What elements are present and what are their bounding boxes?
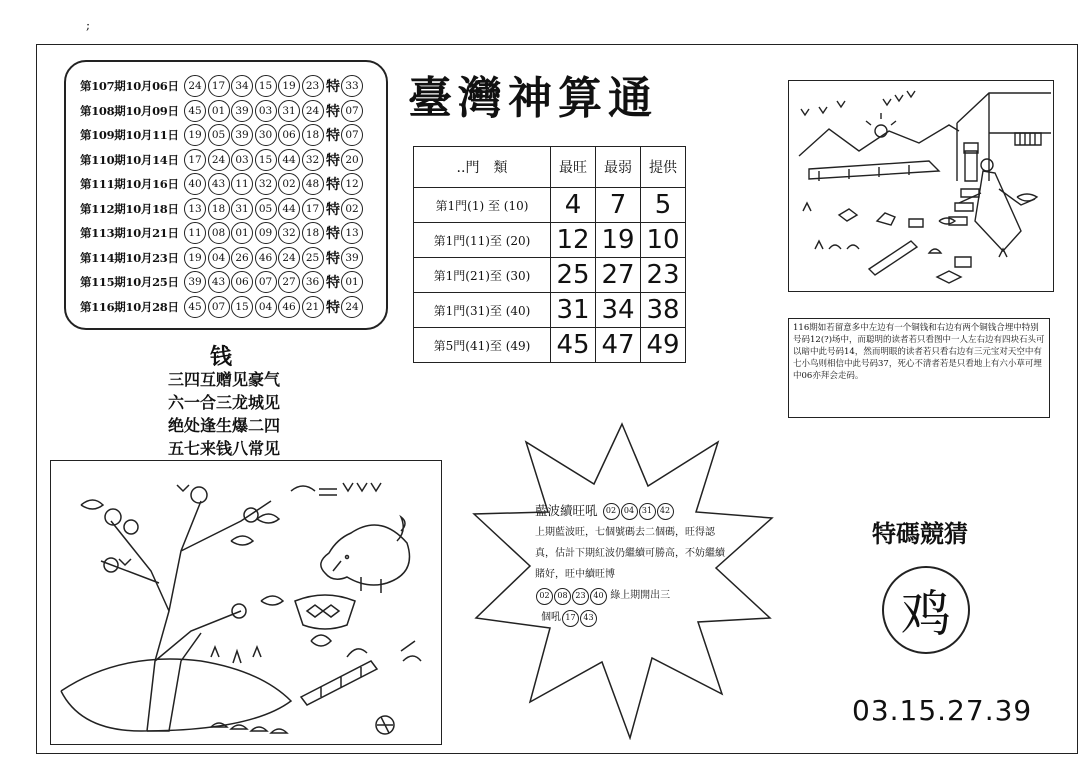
table-header-cell: ..門 類 bbox=[414, 147, 551, 188]
draw-label: 第108期10月09日 bbox=[80, 103, 179, 118]
table-cell: 49 bbox=[641, 328, 686, 363]
number-ball: 24 bbox=[302, 100, 324, 122]
draw-row bbox=[80, 148, 365, 172]
draw-label: 第110期10月14日 bbox=[80, 152, 179, 167]
star-foot-text: 個吼 bbox=[541, 612, 561, 623]
table-header-cell: 最弱 bbox=[596, 147, 641, 188]
poem-title: 钱 bbox=[210, 344, 233, 370]
number-ball: 19 bbox=[278, 75, 300, 97]
number-ball: 02 bbox=[536, 588, 553, 605]
number-ball: 15 bbox=[255, 149, 277, 171]
table-cell: 47 bbox=[596, 328, 641, 363]
number-ball: 02 bbox=[278, 173, 300, 195]
draw-row bbox=[80, 172, 365, 196]
number-ball: 45 bbox=[184, 296, 206, 318]
number-ball: 32 bbox=[255, 173, 277, 195]
number-ball: 01 bbox=[208, 100, 230, 122]
star-content bbox=[535, 500, 725, 629]
number-ball: 34 bbox=[231, 75, 253, 97]
special-marker: 特 bbox=[326, 226, 340, 242]
draw-row bbox=[80, 123, 365, 147]
number-ball: 36 bbox=[302, 271, 324, 293]
number-ball: 39 bbox=[231, 100, 253, 122]
number-ball: 32 bbox=[302, 149, 324, 171]
number-ball: 05 bbox=[255, 198, 277, 220]
table-cell: 31 bbox=[551, 293, 596, 328]
draw-row bbox=[80, 246, 365, 270]
poem-line: 六一合三龙城见 bbox=[168, 393, 281, 412]
number-ball: 09 bbox=[255, 222, 277, 244]
table-header-cell: 提供 bbox=[641, 147, 686, 188]
number-ball: 24 bbox=[278, 247, 300, 269]
special-ball: 39 bbox=[341, 247, 363, 269]
table-cell: 第1門(21)至 (30) bbox=[414, 258, 551, 293]
draw-row bbox=[80, 197, 365, 221]
special-ball: 33 bbox=[341, 75, 363, 97]
guess-answer-circle bbox=[882, 566, 970, 654]
number-ball: 08 bbox=[208, 222, 230, 244]
number-ball: 07 bbox=[208, 296, 230, 318]
number-ball: 26 bbox=[231, 247, 253, 269]
number-ball: 01 bbox=[231, 222, 253, 244]
number-ball: 31 bbox=[639, 503, 656, 520]
number-ball: 48 bbox=[302, 173, 324, 195]
special-marker: 特 bbox=[326, 201, 340, 218]
number-ball: 43 bbox=[208, 271, 230, 293]
village-scene-illustration bbox=[788, 80, 1054, 292]
draw-row bbox=[80, 270, 365, 294]
special-marker: 特 bbox=[326, 250, 340, 267]
table-cell: 45 bbox=[551, 328, 596, 363]
special-ball: 20 bbox=[341, 149, 363, 171]
table-cell: 10 bbox=[641, 223, 686, 258]
number-ball: 19 bbox=[184, 124, 206, 146]
number-ball: 46 bbox=[255, 247, 277, 269]
number-range-table bbox=[413, 146, 686, 363]
number-codes: 03.15.27.39 bbox=[852, 694, 1033, 727]
number-ball: 42 bbox=[657, 503, 674, 520]
number-ball: 30 bbox=[255, 124, 277, 146]
table-row bbox=[414, 188, 686, 223]
guess-answer: 鸡 bbox=[901, 585, 951, 643]
number-ball: 24 bbox=[208, 149, 230, 171]
table-header-cell: 最旺 bbox=[551, 147, 596, 188]
number-ball: 19 bbox=[184, 247, 206, 269]
number-ball: 02 bbox=[603, 503, 620, 520]
number-ball: 32 bbox=[278, 222, 300, 244]
number-ball: 15 bbox=[255, 75, 277, 97]
special-marker: 特 bbox=[326, 177, 340, 193]
number-ball: 23 bbox=[572, 588, 589, 605]
number-ball: 03 bbox=[255, 100, 277, 122]
number-ball: 18 bbox=[302, 222, 324, 244]
draw-label: 第115期10月25日 bbox=[80, 275, 179, 289]
table-row bbox=[414, 223, 686, 258]
number-ball: 03 bbox=[231, 149, 253, 171]
special-marker: 特 bbox=[326, 79, 340, 95]
special-ball: 07 bbox=[341, 124, 363, 146]
draw-label: 第113期10月21日 bbox=[80, 226, 179, 240]
number-ball: 17 bbox=[208, 75, 230, 97]
number-ball: 39 bbox=[184, 271, 206, 293]
star-foot-2 bbox=[535, 607, 725, 629]
corner-mark: ; bbox=[86, 18, 91, 32]
draw-label: 第111期10月16日 bbox=[80, 177, 179, 191]
number-ball: 43 bbox=[208, 173, 230, 195]
special-ball: 12 bbox=[341, 173, 363, 195]
number-ball: 06 bbox=[278, 124, 300, 146]
table-row bbox=[414, 258, 686, 293]
poem-line: 绝处逢生爆二四 bbox=[168, 416, 281, 435]
number-ball: 43 bbox=[580, 610, 597, 627]
special-marker: 特 bbox=[326, 275, 340, 291]
poem-line: 五七来钱八常见 bbox=[168, 439, 281, 458]
number-ball: 11 bbox=[231, 173, 253, 195]
number-ball: 04 bbox=[208, 247, 230, 269]
poem-line: 三四互赠见豪气 bbox=[168, 370, 281, 389]
table-cell: 第1門(1) 至 (10) bbox=[414, 188, 551, 223]
number-ball: 06 bbox=[231, 271, 253, 293]
number-ball: 15 bbox=[231, 296, 253, 318]
special-ball: 02 bbox=[341, 198, 363, 220]
special-marker: 特 bbox=[326, 299, 340, 316]
number-ball: 44 bbox=[278, 198, 300, 220]
number-ball: 24 bbox=[184, 75, 206, 97]
special-guess-label: 特碼競猜 bbox=[872, 519, 968, 548]
star-foot bbox=[535, 585, 725, 607]
draw-results-box bbox=[64, 60, 388, 330]
table-row bbox=[414, 328, 686, 363]
draw-label: 第107期10月06日 bbox=[80, 79, 179, 93]
number-ball: 40 bbox=[184, 173, 206, 195]
draw-row bbox=[80, 99, 365, 123]
table-cell: 第5門(41)至 (49) bbox=[414, 328, 551, 363]
table-cell: 4 bbox=[551, 188, 596, 223]
number-ball: 17 bbox=[184, 149, 206, 171]
table-cell: 第1門(11)至 (20) bbox=[414, 223, 551, 258]
number-ball: 27 bbox=[278, 271, 300, 293]
number-ball: 04 bbox=[255, 296, 277, 318]
number-ball: 18 bbox=[302, 124, 324, 146]
number-ball: 44 bbox=[278, 149, 300, 171]
table-cell: 7 bbox=[596, 188, 641, 223]
table-cell: 23 bbox=[641, 258, 686, 293]
number-ball: 17 bbox=[302, 198, 324, 220]
star-body: 上期藍波旺，七個號碼去二個碼，旺得認真，估計下期紅波仍繼續可勝高，不妨繼續賭好，旺中續旺博 bbox=[535, 527, 725, 580]
number-ball: 17 bbox=[562, 610, 579, 627]
number-ball: 13 bbox=[184, 198, 206, 220]
draw-label: 第109期10月11日 bbox=[80, 128, 179, 142]
number-ball: 31 bbox=[231, 198, 253, 220]
tree-pig-illustration bbox=[50, 460, 442, 745]
number-ball: 45 bbox=[184, 100, 206, 122]
table-cell: 27 bbox=[596, 258, 641, 293]
number-ball: 18 bbox=[208, 198, 230, 220]
table-cell: 19 bbox=[596, 223, 641, 258]
number-ball: 05 bbox=[208, 124, 230, 146]
draw-row bbox=[80, 221, 365, 245]
table-cell: 38 bbox=[641, 293, 686, 328]
table-cell: 25 bbox=[551, 258, 596, 293]
poem bbox=[168, 368, 280, 460]
special-ball: 24 bbox=[341, 296, 363, 318]
number-ball: 04 bbox=[621, 503, 638, 520]
draw-label: 第116期10月28日 bbox=[80, 299, 179, 314]
star-heading bbox=[535, 500, 725, 522]
number-ball: 40 bbox=[590, 588, 607, 605]
number-ball: 23 bbox=[302, 75, 324, 97]
number-ball: 39 bbox=[231, 124, 253, 146]
table-cell: 34 bbox=[596, 293, 641, 328]
special-marker: 特 bbox=[326, 152, 340, 169]
draw-row bbox=[80, 295, 365, 319]
draw-label: 第114期10月23日 bbox=[80, 250, 179, 265]
number-ball: 08 bbox=[554, 588, 571, 605]
number-ball: 31 bbox=[278, 100, 300, 122]
special-ball: 13 bbox=[341, 222, 363, 244]
table-cell: 第1門(31)至 (40) bbox=[414, 293, 551, 328]
table-row bbox=[414, 293, 686, 328]
special-marker: 特 bbox=[326, 128, 340, 144]
star-heading-text: 藍波續旺吼 bbox=[535, 503, 598, 518]
hint-paragraph: 116期如若留意多中左边有一个铜钱和右边有两个铜钱合埋中特别号码12(?)场中，而聪明的读者若只看图中一人左右边有四块石头可以暗中此号码14，然而明眼的读者若只看右边有三元宝对天空中有七小鸟则相信中此号码37，死心不清者若是只看地上有六小草可埋中06亦拜会走码。 bbox=[788, 318, 1050, 418]
number-ball: 21 bbox=[302, 296, 324, 318]
table-cell: 5 bbox=[641, 188, 686, 223]
number-ball: 11 bbox=[184, 222, 206, 244]
special-ball: 07 bbox=[341, 100, 363, 122]
special-ball: 01 bbox=[341, 271, 363, 293]
number-ball: 46 bbox=[278, 296, 300, 318]
table-cell: 12 bbox=[551, 223, 596, 258]
number-ball: 25 bbox=[302, 247, 324, 269]
draw-row bbox=[80, 74, 365, 98]
star-foot-text: 綠上期開出三 bbox=[610, 590, 671, 601]
number-ball: 07 bbox=[255, 271, 277, 293]
page-title: 臺灣神算通 bbox=[408, 73, 658, 124]
table-header-row bbox=[414, 147, 686, 188]
special-marker: 特 bbox=[326, 103, 340, 120]
draw-label: 第112期10月18日 bbox=[80, 201, 179, 216]
